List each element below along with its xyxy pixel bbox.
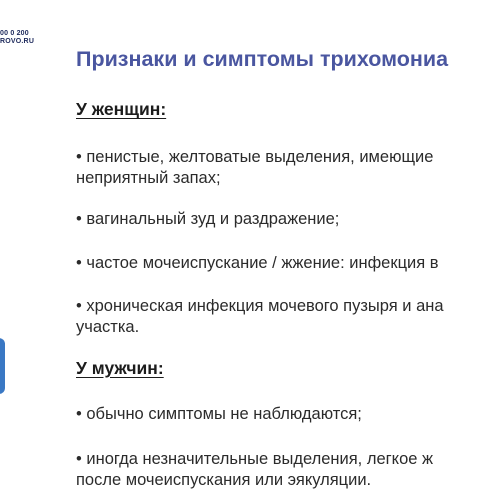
corner-logo bbox=[0, 30, 34, 46]
women-item-4-line-2: участка. bbox=[76, 318, 140, 336]
women-item-1-line-2: неприятный запах; bbox=[76, 169, 221, 187]
men-item-2-line-1: • иногда незначительные выделения, легкое ж bbox=[76, 450, 434, 468]
logo-line-1: 00 0 200 bbox=[0, 30, 29, 37]
women-item-3-line-1: • частое мочеиспускание / жжение: инфекция в bbox=[76, 254, 439, 272]
women-heading: У женщин: bbox=[76, 99, 167, 119]
women-item-2 bbox=[76, 209, 339, 230]
men-item-1-line-1: • обычно симптомы не наблюдаются; bbox=[76, 405, 362, 423]
men-heading: У мужчин: bbox=[76, 358, 164, 378]
women-item-4 bbox=[76, 296, 444, 338]
women-item-3 bbox=[76, 253, 439, 274]
men-item-1 bbox=[76, 404, 362, 425]
men-item-2-line-2: после мочеиспускания или эякуляции. bbox=[76, 471, 372, 489]
women-item-1-line-1: • пенистые, желтоватые выделения, имеющие bbox=[76, 148, 434, 166]
women-item-1 bbox=[76, 147, 433, 189]
side-tab-button[interactable] bbox=[0, 338, 5, 394]
women-item-2-line-1: • вагинальный зуд и раздражение; bbox=[76, 210, 340, 228]
men-item-2 bbox=[76, 449, 433, 491]
women-item-4-line-1: • хроническая инфекция мочевого пузыря и ана bbox=[76, 297, 444, 315]
logo-line-2: ROVO.RU bbox=[0, 38, 35, 45]
slide-title: Признаки и симптомы трихомониа bbox=[76, 47, 449, 71]
